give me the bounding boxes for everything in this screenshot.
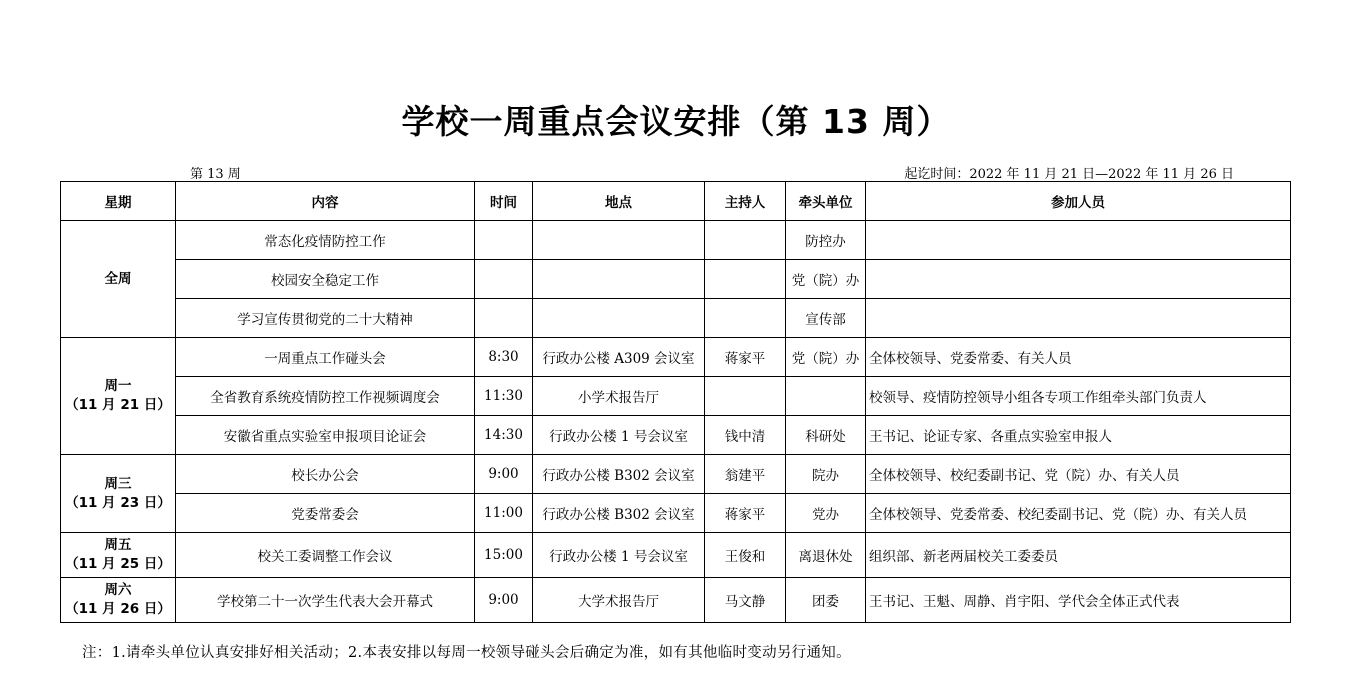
- day-name: 周五: [104, 537, 132, 553]
- table-body: [61, 221, 1291, 623]
- host-cell: 蒋家平: [705, 338, 786, 377]
- table-row: [61, 533, 1291, 578]
- content-cell: 学习宣传贯彻党的二十大精神: [176, 299, 475, 338]
- time-cell: [475, 299, 533, 338]
- day-name: 全周: [104, 270, 132, 287]
- unit-cell: 党办: [786, 494, 866, 533]
- host-cell: 翁建平: [705, 455, 786, 494]
- attendees-cell: 全体校领导、党委常委、有关人员: [866, 338, 1291, 377]
- day-cell: [61, 578, 176, 623]
- content-cell: 一周重点工作碰头会: [176, 338, 475, 377]
- header-time: 时间: [475, 182, 533, 221]
- place-cell: 行政办公楼 1 号会议室: [533, 533, 705, 578]
- meeting-schedule-table: [60, 181, 1291, 623]
- content-cell: 校长办公会: [176, 455, 475, 494]
- attendees-cell: 全体校领导、党委常委、校纪委副书记、党（院）办、有关人员: [866, 494, 1291, 533]
- table-row: [61, 377, 1291, 416]
- unit-cell: 团委: [786, 578, 866, 623]
- footnote: 注：1.请牵头单位认真安排好相关活动；2.本表安排以每周一校领导碰头会后确定为准，如有其他临时变动另行通知。: [82, 645, 851, 661]
- attendees-cell: 组织部、新老两届校关工委委员: [866, 533, 1291, 578]
- table-row: [61, 260, 1291, 299]
- place-cell: 行政办公楼 A309 会议室: [533, 338, 705, 377]
- time-cell: 9:00: [475, 578, 533, 623]
- unit-cell: 离退休处: [786, 533, 866, 578]
- day-cell: [61, 455, 176, 533]
- place-cell: [533, 299, 705, 338]
- place-cell: [533, 260, 705, 299]
- date-range: 起讫时间：2022 年 11 月 21 日—2022 年 11 月 26 日: [904, 167, 1234, 182]
- host-cell: [705, 221, 786, 260]
- day-name: 周六: [104, 582, 132, 598]
- unit-cell: 科研处: [786, 416, 866, 455]
- table-row: [61, 338, 1291, 377]
- unit-cell: 防控办: [786, 221, 866, 260]
- table-row: [61, 221, 1291, 260]
- unit-cell: [786, 377, 866, 416]
- content-cell: 校关工委调整工作会议: [176, 533, 475, 578]
- time-cell: 11:00: [475, 494, 533, 533]
- unit-cell: 党（院）办: [786, 260, 866, 299]
- table-header-row: [61, 182, 1291, 221]
- content-cell: 校园安全稳定工作: [176, 260, 475, 299]
- attendees-cell: 王书记、论证专家、各重点实验室申报人: [866, 416, 1291, 455]
- day-date: （11 月 21 日）: [65, 397, 171, 413]
- header-host: 主持人: [705, 182, 786, 221]
- content-cell: 常态化疫情防控工作: [176, 221, 475, 260]
- content-cell: 党委常委会: [176, 494, 475, 533]
- table-row: [61, 578, 1291, 623]
- time-cell: 15:00: [475, 533, 533, 578]
- host-cell: [705, 377, 786, 416]
- day-date: （11 月 25 日）: [65, 556, 171, 572]
- host-cell: 马文静: [705, 578, 786, 623]
- attendees-cell: [866, 221, 1291, 260]
- content-cell: 全省教育系统疫情防控工作视频调度会: [176, 377, 475, 416]
- time-cell: [475, 221, 533, 260]
- unit-cell: 院办: [786, 455, 866, 494]
- host-cell: [705, 260, 786, 299]
- table-row: [61, 416, 1291, 455]
- day-cell: [61, 533, 176, 578]
- unit-cell: 宣传部: [786, 299, 866, 338]
- host-cell: [705, 299, 786, 338]
- header-place: 地点: [533, 182, 705, 221]
- time-cell: 9:00: [475, 455, 533, 494]
- attendees-cell: 王书记、王魁、周静、肖宇阳、学代会全体正式代表: [866, 578, 1291, 623]
- day-name: 周三: [104, 475, 132, 492]
- place-cell: 小学术报告厅: [533, 377, 705, 416]
- day-cell: [61, 338, 176, 455]
- day-date: （11 月 23 日）: [65, 494, 171, 511]
- time-cell: 11:30: [475, 377, 533, 416]
- host-cell: 钱中清: [705, 416, 786, 455]
- header-content: 内容: [176, 182, 475, 221]
- time-cell: 14:30: [475, 416, 533, 455]
- attendees-cell: 校领导、疫情防控领导小组各专项工作组牵头部门负责人: [866, 377, 1291, 416]
- header-unit: 牵头单位: [786, 182, 866, 221]
- table-row: [61, 494, 1291, 533]
- content-cell: 安徽省重点实验室申报项目论证会: [176, 416, 475, 455]
- attendees-cell: 全体校领导、校纪委副书记、党（院）办、有关人员: [866, 455, 1291, 494]
- day-date: （11 月 26 日）: [65, 601, 171, 617]
- place-cell: 行政办公楼 1 号会议室: [533, 416, 705, 455]
- table-row: [61, 455, 1291, 494]
- place-cell: 行政办公楼 B302 会议室: [533, 455, 705, 494]
- place-cell: 大学术报告厅: [533, 578, 705, 623]
- unit-cell: 党（院）办: [786, 338, 866, 377]
- attendees-cell: [866, 260, 1291, 299]
- attendees-cell: [866, 299, 1291, 338]
- day-cell: [61, 221, 176, 338]
- page-title: 学校一周重点会议安排（第 13 周）: [401, 102, 951, 141]
- place-cell: [533, 221, 705, 260]
- header-attendees: 参加人员: [866, 182, 1291, 221]
- host-cell: 王俊和: [705, 533, 786, 578]
- host-cell: 蒋家平: [705, 494, 786, 533]
- content-cell: 学校第二十一次学生代表大会开幕式: [176, 578, 475, 623]
- header-day: 星期: [61, 182, 176, 221]
- place-cell: 行政办公楼 B302 会议室: [533, 494, 705, 533]
- time-cell: 8:30: [475, 338, 533, 377]
- time-cell: [475, 260, 533, 299]
- week-label: 第 13 周: [190, 167, 241, 182]
- day-name: 周一: [104, 378, 132, 394]
- table-row: [61, 299, 1291, 338]
